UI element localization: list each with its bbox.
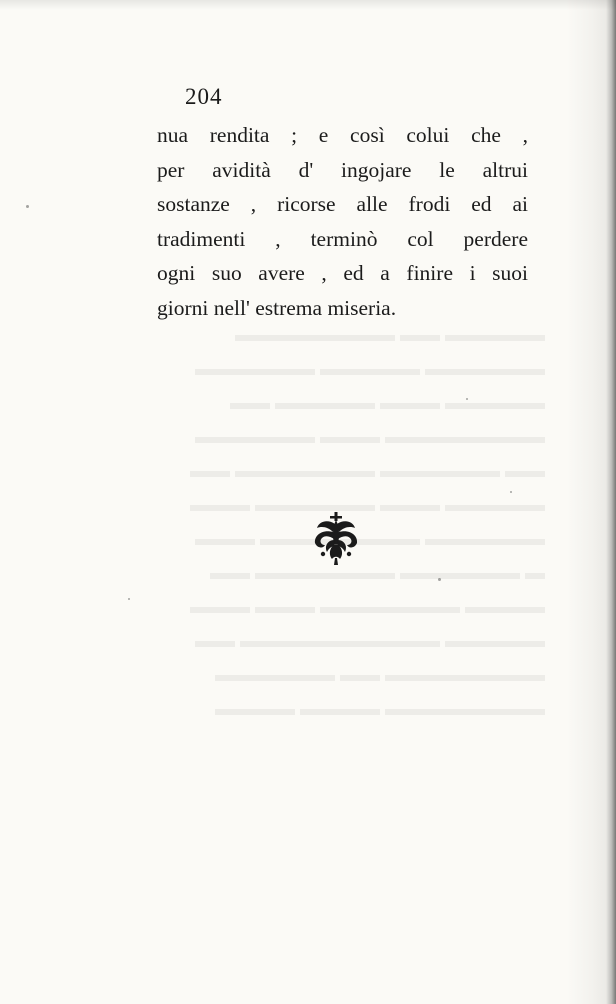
- bleed-through-texture: ▬▬▬▬▬ ▬▬ ▬▬▬▬▬▬▬▬ ▬▬▬▬▬▬ ▬▬▬▬▬ ▬▬▬▬▬▬ ▬▬▬▬▬ ▬▬▬ ▬▬▬▬▬ ▬▬ ▬▬▬▬▬▬▬▬ ▬▬▬ ▬▬▬▬▬▬ ▬▬ ▬▬▬▬▬▬ ▬▬▬▬▬▬▬ ▬▬ ▬▬▬▬▬ ▬▬▬ ▬▬▬▬▬▬ ▬▬▬ ▬▬▬▬▬▬ ▬▬▬▬▬▬▬▬ ▬▬▬ ▬ ▬▬▬▬▬▬ ▬▬▬▬▬▬▬ ▬▬ ▬▬▬▬ ▬▬▬▬▬▬▬ ▬▬▬ ▬▬▬ ▬▬▬▬▬ ▬▬▬▬▬▬▬▬▬▬ ▬▬ ▬▬▬▬▬▬▬▬ ▬▬ ▬▬▬▬▬▬ ▬▬▬▬▬▬▬▬ ▬▬▬▬ ▬▬▬▬: [190, 324, 545, 720]
- dust-speck: [128, 598, 130, 600]
- text-line: ogni suo avere , ed a finire i suoi: [157, 261, 528, 285]
- dust-speck: [26, 205, 29, 208]
- text-line: giorni nell' estrema miseria.: [157, 295, 397, 320]
- text-line: sostanze , ricorse alle frodi ed ai: [157, 192, 528, 216]
- text-line: tradimenti , terminò col perdere: [157, 226, 528, 251]
- dust-speck: [510, 491, 512, 493]
- page-number: 204: [185, 84, 223, 109]
- fleuron-icon: [311, 510, 361, 566]
- text-line: per avidità d' ingojare le altrui: [157, 157, 528, 182]
- text-line: nua rendita ; e così colui che ,: [157, 123, 528, 147]
- page-right-edge: [606, 0, 616, 1004]
- dust-speck: [466, 398, 468, 400]
- body-text: [157, 118, 528, 325]
- page-top-edge: [0, 0, 616, 10]
- dust-speck: [438, 578, 441, 581]
